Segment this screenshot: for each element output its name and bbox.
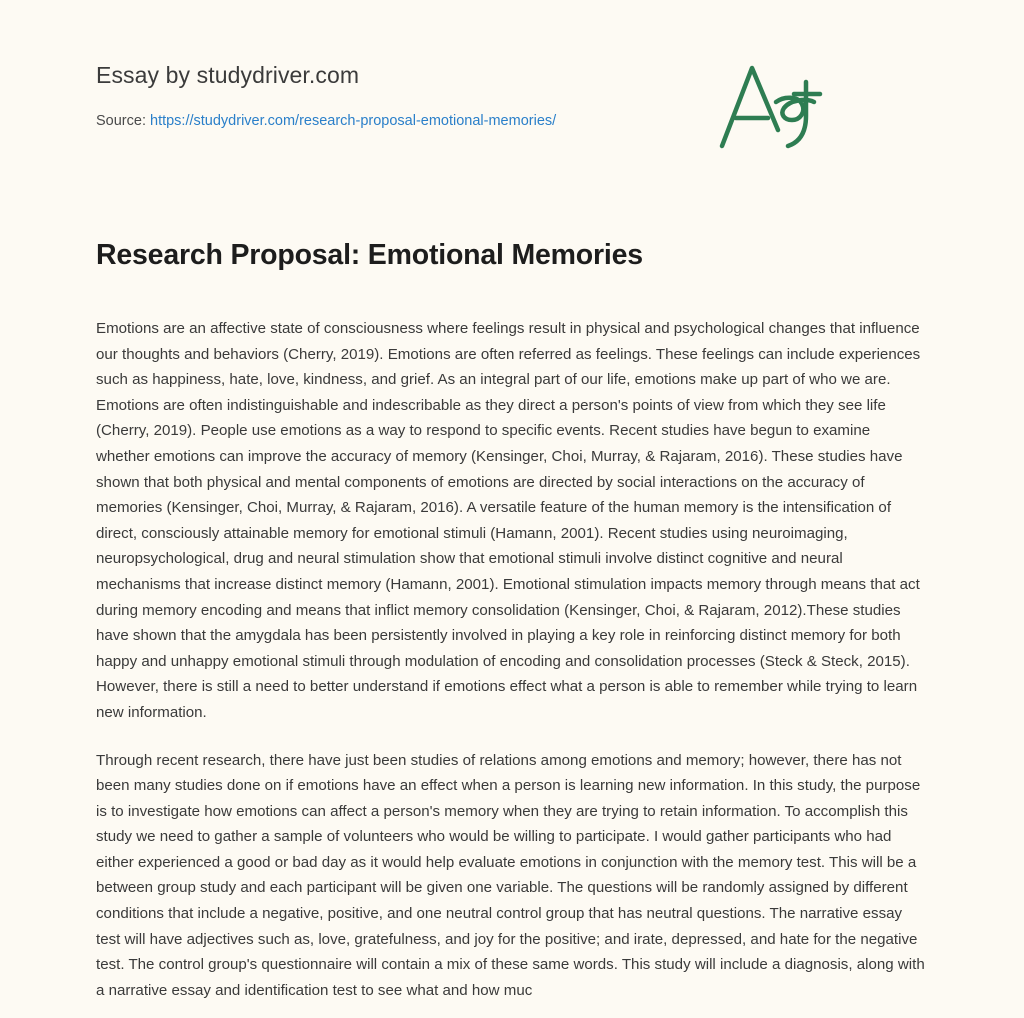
- document-body: [96, 316, 928, 1003]
- document-header: [96, 0, 928, 129]
- paragraph-2: Through recent research, there have just been studies of relations among emotions and memory; however, there has not been many studies done on if emotions have an effect when a person is learning new information. In this study, the purpose is to investigate how emotions can affect a person's memory when they are trying to retain information. To accomplish this study we need to gather a sample of volunteers who would be willing to participate. I would gather participants who had either experienced a good or bad day as it would help evaluate emotions in conjunction with the memory test. This will be a between group study and each participant will be given one variable. The questions will be randomly assigned by different conditions that include a negative, positive, and one neutral control group that has neutral questions. The narrative essay test will have adjectives such as, love, gratefulness, and joy for the positive; and irate, depressed, and hate for the negative test. The control group's questionnaire will contain a mix of these same words. This study will include a diagnosis, along with a narrative essay and identification test to see what and how muc: [96, 751, 925, 999]
- source-label: Source:: [96, 113, 150, 129]
- paragraph-1: Emotions are an affective state of consciousness where feelings result in physical and psychological changes that influence our thoughts and behaviors (Cherry, 2019). Emotions are often referred as feelings. These feelings can include experiences such as happiness, hate, love, kindness, and grief. As an integral part of our life, emotions make up part of who we are. Emotions are often indistinguishable and indescribable as they direct a person's points of view from which they see life (Cherry, 2019). People use emotions as a way to respond to specific events. Recent studies have begun to examine whether emotions can improve the accuracy of memory (Kensinger, Choi, Murray, & Rajaram, 2016). These studies have shown that both physical and mental components of emotions are directed by social interactions on the accuracy of memories (Kensinger, Choi, Murray, & Rajaram, 2016). A versatile feature of the human memory is the intensification of direct, consciously attainable memory for emotional stimuli (Hamann, 2001). Recent studies using neuroimaging, neuropsychological, drug and neural stimulation show that emotional stimuli involve distinct cognitive and neural mechanisms that increase distinct memory (Hamann, 2001). Emotional stimulation impacts memory through means that act during memory encoding and means that inflict memory consolidation (Kensinger, Choi, & Rajaram, 2012).These studies have shown that the amygdala has been persistently involved in playing a key role in reinforcing distinct memory for both happy and unhappy emotional stimuli through modulation of encoding and consolidation processes (Steck & Steck, 2015). However, there is still a need to better understand if emotions effect what a person is able to remember while trying to learn new information.: [96, 320, 921, 721]
- essay-by-prefix: Essay by: [96, 62, 197, 88]
- source-url-link[interactable]: https://studydriver.com/research-proposal-emotional-memories/: [150, 113, 557, 129]
- brand-name: studydriver.com: [196, 62, 360, 88]
- page-title: Research Proposal: Emotional Memories: [96, 239, 643, 271]
- aplus-logo-icon: [714, 58, 832, 154]
